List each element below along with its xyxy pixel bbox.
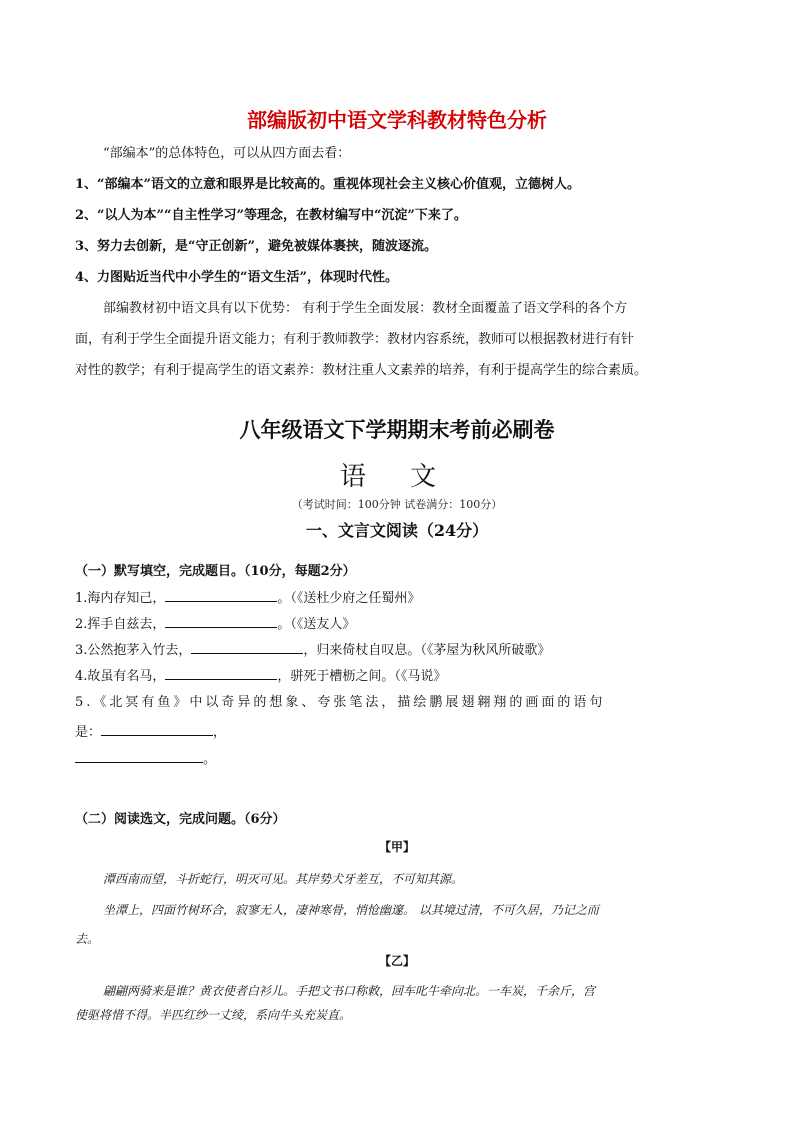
- q5-period: 。: [203, 752, 217, 767]
- q5-blank-2[interactable]: [75, 749, 203, 763]
- question-2: [75, 614, 355, 634]
- exam-info: （考试时间：100分钟 试卷满分：100分）: [291, 498, 503, 511]
- intro-item-3: 3、努力去创新，是“守正创新”，避免被媒体裹挟，随波逐流。: [75, 239, 438, 254]
- part2-heading: （二）阅读选文，完成问题。（6分）: [75, 812, 286, 827]
- document-title: 部编版初中语文学科教材特色分析: [247, 108, 547, 132]
- question-4: [75, 666, 446, 686]
- intro-item-2: 2、“以人为本”“自主性学习”等理念，在教材编写中“沉淀”下来了。: [75, 208, 467, 223]
- question-5-line-1: 5.《北冥有鱼》中以奇异的想象、夸张笔法，描绘鹏展翅翱翔的画面的语句: [75, 695, 606, 710]
- section-title: 一、文言文阅读（24分）: [305, 521, 489, 540]
- exam-subject: 语 文: [339, 462, 455, 492]
- q1-blank[interactable]: [165, 588, 277, 602]
- jia-line-1: 潭西南而望，斗折蛇行，明灭可见。其岸势犬牙差互，不可知其源。: [103, 872, 464, 886]
- q4-prefix: 4.故虽有名马，: [75, 669, 166, 684]
- q3-prefix: 3.公然抱茅入竹去，: [75, 643, 192, 658]
- q2-suffix: 。（《送友人》: [277, 617, 356, 632]
- jia-tag: 【甲】: [378, 840, 415, 854]
- q5-comma: ，: [213, 725, 227, 740]
- q3-blank[interactable]: [191, 640, 303, 654]
- question-1: [75, 588, 420, 608]
- q2-blank[interactable]: [165, 614, 277, 628]
- advantages-line-2: 面，有利于学生全面提升语文能力；有利于教师教学：教材内容系统，教师可以根据教材进行有针: [75, 332, 635, 347]
- advantages-line-3: 对性的教学；有利于提高学生的语文素养：教材注重人文素养的培养，有利于提高学生的综合素质。: [75, 363, 648, 378]
- intro-item-4: 4、力图贴近当代中小学生的“语文生活”，体现时代性。: [75, 270, 399, 285]
- q3-suffix: ，归来倚杖自叹息。（《茅屋为秋风所破歌》: [303, 643, 551, 658]
- intro-lead: “部编本”的总体特色，可以从四方面去看：: [103, 146, 351, 161]
- q1-suffix: 。（《送杜少府之任蜀州》: [277, 591, 421, 606]
- q1-prefix: 1.海内存知己，: [75, 591, 166, 606]
- exam-title: 八年级语文下学期期末考前必刷卷: [239, 418, 555, 442]
- advantages-line-1: 部编教材初中语文具有以下优势： 有利于学生全面发展：教材全面覆盖了语文学科的各个方: [103, 301, 628, 316]
- yi-line-2: 使驱将惜不得。半匹红纱一丈绫，系向牛头充炭直。: [75, 1008, 352, 1022]
- yi-line-1: 翩翩两骑来是谁？黄衣使者白衫儿。手把文书口称敕，回车叱牛牵向北。一车炭，千余斤，宫: [103, 984, 596, 998]
- q5-prefix: 是：: [75, 725, 102, 740]
- question-3: [75, 640, 550, 660]
- intro-item-1: 1、“部编本”语文的立意和眼界是比较高的。重视体现社会主义核心价值观，立德树人。: [75, 177, 581, 192]
- part1-heading: （一）默写填空，完成题目。（10分，每题2分）: [75, 564, 356, 579]
- q4-suffix: ，骈死于槽枥之间。（《马说》: [277, 669, 447, 684]
- q5-blank-1[interactable]: [101, 722, 213, 736]
- question-5-line-2: [75, 722, 226, 742]
- jia-line-3: 去。: [75, 932, 100, 946]
- yi-tag: 【乙】: [378, 954, 415, 968]
- q4-blank[interactable]: [165, 666, 277, 680]
- jia-line-2: 坐潭上，四面竹树环合，寂寥无人，凄神寒骨，悄怆幽邃。 以其境过清，不可久居，乃记之而: [103, 903, 599, 917]
- question-5-line-3: [75, 749, 216, 769]
- q2-prefix: 2.挥手自兹去，: [75, 617, 166, 632]
